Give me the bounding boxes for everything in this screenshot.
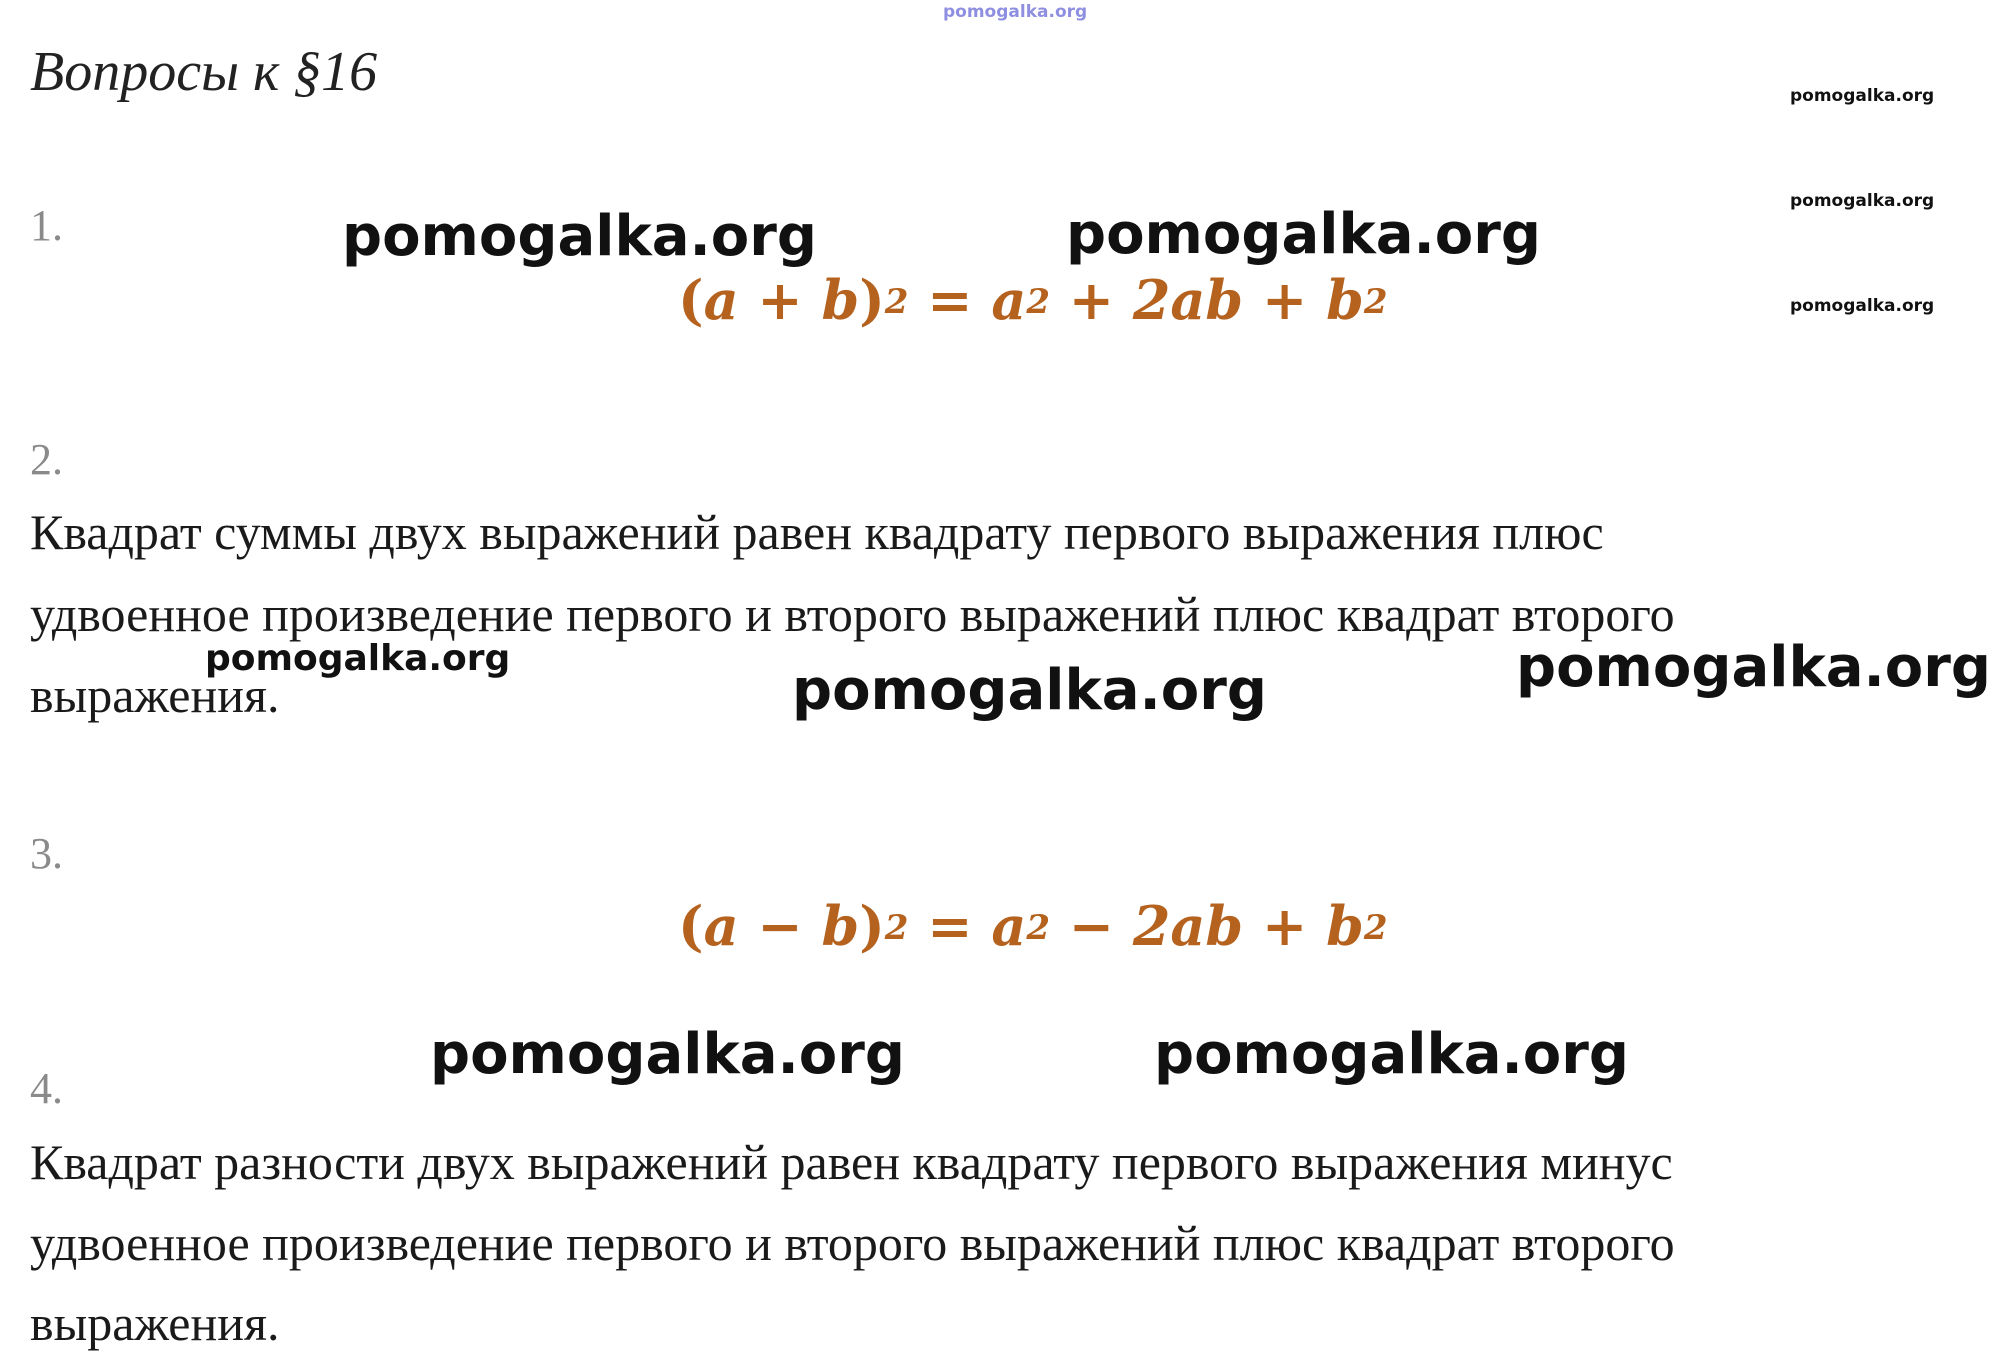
watermark-small-1: pomogalka.org <box>1790 86 1935 106</box>
watermark-big-1: pomogalka.org <box>342 204 817 269</box>
formula-square-of-difference: $(a - b)^2 = a^2 - 2ab + b^2$ <box>678 894 1388 958</box>
answer-4-line-2: удвоенное произведение первого и второго выражений плюс квадрат второго <box>30 1215 1675 1271</box>
item-number-2: 2. <box>30 435 63 484</box>
watermark-big-5: pomogalka.org <box>430 1022 905 1087</box>
answer-4-line-1: Квадрат разности двух выражений равен квадрату первого выражения минус <box>30 1134 1673 1190</box>
answer-4-line-3: выражения. <box>30 1295 280 1351</box>
watermark-big-2: pomogalka.org <box>1066 202 1541 267</box>
watermark-big-6: pomogalka.org <box>1154 1022 1629 1087</box>
page-title: Вопросы к §16 <box>30 41 378 103</box>
watermark-small-2: pomogalka.org <box>1790 191 1935 211</box>
watermark-small-3: pomogalka.org <box>1790 296 1935 316</box>
item-number-3: 3. <box>30 829 63 878</box>
answer-2-line-3: выражения. <box>30 667 280 723</box>
item-number-4: 4. <box>30 1064 63 1113</box>
site-watermark-top: pomogalka.org <box>943 2 1088 22</box>
answer-2-line-2: удвоенное произведение первого и второго выражений плюс квадрат второго <box>30 586 1675 642</box>
watermark-big-4: pomogalka.org <box>1516 635 1991 700</box>
answer-2-line-1: Квадрат суммы двух выражений равен квадрату первого выражения плюс <box>30 504 1604 560</box>
watermark-mid-1: pomogalka.org <box>205 638 511 679</box>
item-number-1: 1. <box>30 201 63 250</box>
watermark-big-3: pomogalka.org <box>792 658 1267 723</box>
formula-square-of-sum: $(a + b)^2 = a^2 + 2ab + b^2$ <box>678 268 1388 332</box>
